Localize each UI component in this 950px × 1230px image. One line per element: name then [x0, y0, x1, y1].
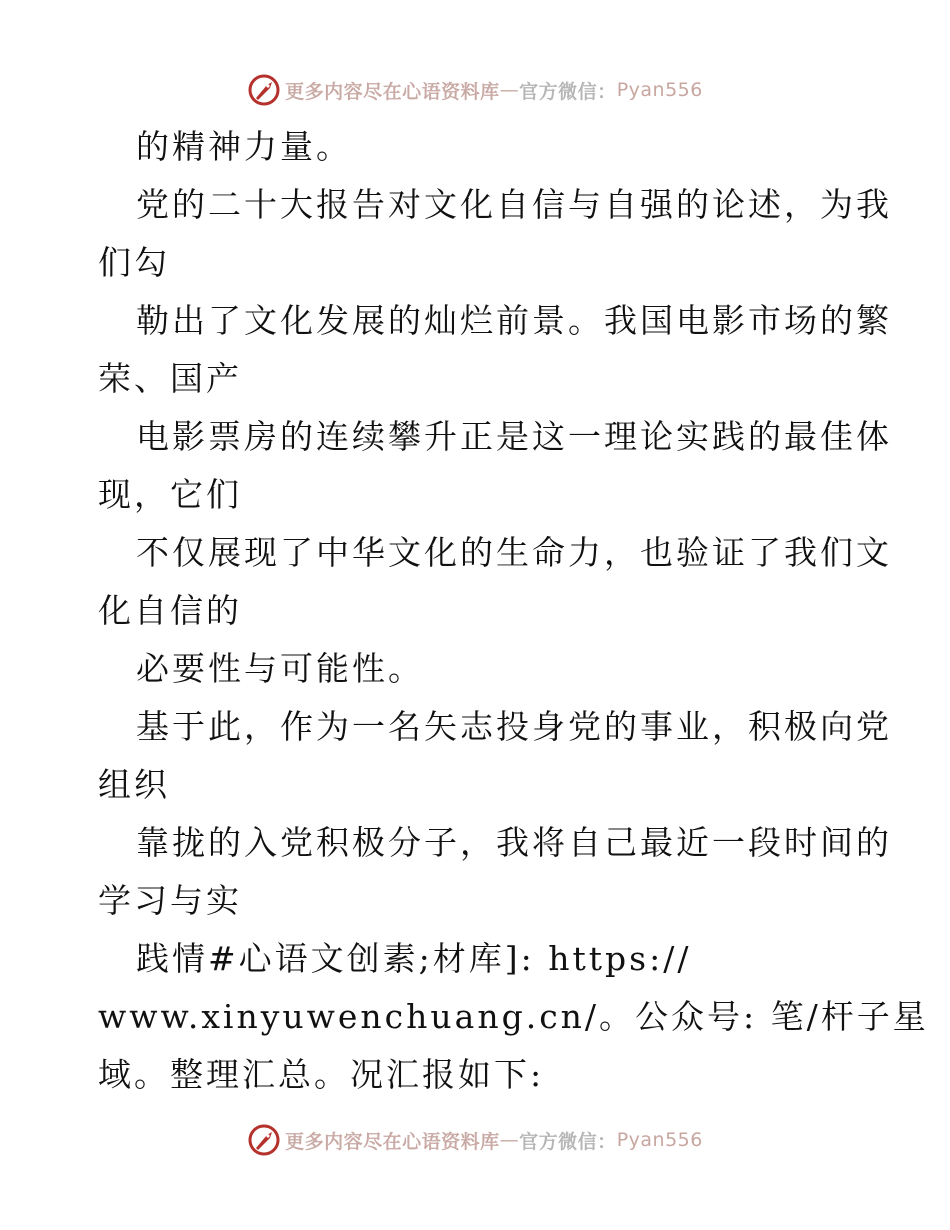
- text-line: 践情#心语文创素;材库]: https://: [136, 939, 692, 978]
- text-line: 勒出了文化发展的灿烂前景。我国电影市场的繁: [136, 301, 892, 340]
- text-line: 们勾: [98, 243, 170, 282]
- text-line: 电影票房的连续攀升正是这一理论实践的最佳体: [136, 417, 892, 456]
- watermark-dash: —: [499, 1129, 520, 1151]
- text-line: 现，它们: [98, 475, 242, 514]
- watermark-wechat-label: 官方微信：: [519, 80, 617, 103]
- document-body: [98, 118, 929, 1104]
- watermark-main-text: 更多内容尽在心语资料库: [285, 80, 500, 103]
- text-line: 必要性与可能性。: [136, 649, 424, 688]
- watermark-main-text: 更多内容尽在心语资料库: [285, 1130, 500, 1153]
- text-line: 基于此，作为一名矢志投身党的事业，积极向党: [136, 707, 892, 746]
- header-watermark: [0, 70, 950, 110]
- text-line: 党的二十大报告对文化自信与自强的论述，为我: [136, 185, 892, 224]
- text-line: 域。整理汇总。况汇报如下:: [98, 1055, 545, 1094]
- watermark-wechat-id: Pyan556: [616, 1129, 703, 1151]
- text-line: 学习与实: [98, 881, 242, 920]
- text-line: www.xinyuwenchuang.cn/。公众号: 笔/杆子星: [98, 997, 929, 1036]
- watermark-wechat-label: 官方微信：: [519, 1130, 617, 1153]
- watermark-wechat-id: Pyan556: [616, 79, 703, 101]
- watermark-dash: —: [499, 79, 520, 101]
- text-line: 荣、国产: [98, 359, 242, 398]
- pen-nib-logo-icon: [247, 1123, 281, 1157]
- text-line: 的精神力量。: [136, 127, 352, 166]
- text-line: 组织: [98, 765, 170, 804]
- footer-watermark: [0, 1120, 950, 1160]
- pen-nib-logo-icon: [247, 73, 281, 107]
- text-line: 化自信的: [98, 591, 242, 630]
- text-line: 不仅展现了中华文化的生命力，也验证了我们文: [136, 533, 892, 572]
- text-line: 靠拢的入党积极分子，我将自己最近一段时间的: [136, 823, 892, 862]
